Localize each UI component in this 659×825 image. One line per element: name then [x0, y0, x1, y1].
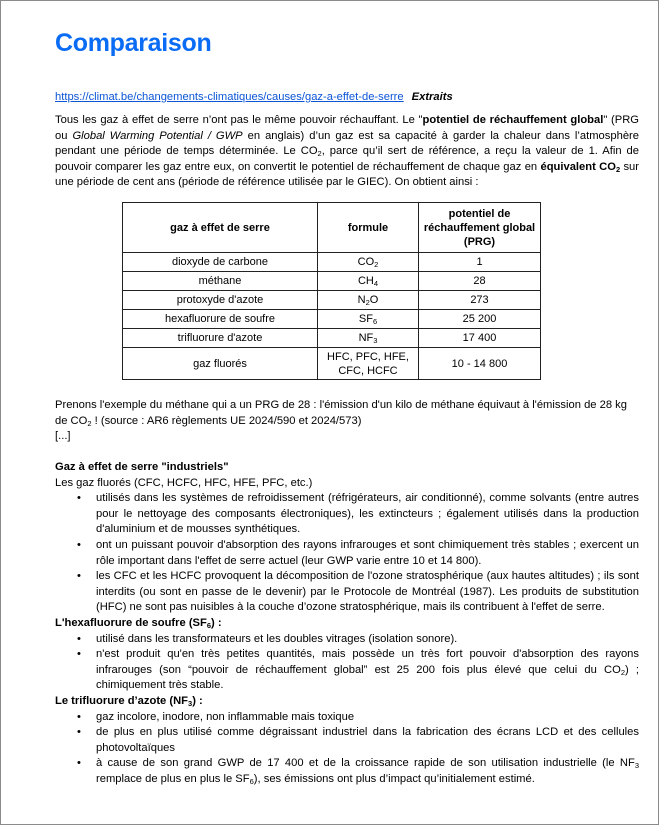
subscript: 6	[372, 317, 378, 326]
prg-cell: 1	[419, 253, 541, 272]
table-row	[123, 291, 541, 310]
bullet-icon: •	[77, 726, 81, 739]
intro-bold-term: potentiel de réchauffement global	[422, 114, 604, 126]
nf3-heading	[55, 694, 639, 710]
bullet-icon: •	[77, 538, 81, 551]
gas-cell: méthane	[123, 272, 318, 291]
formula-cell	[318, 329, 419, 348]
bullet-icon: •	[77, 492, 81, 505]
formula-text: N	[357, 294, 366, 306]
column-header: potentiel de réchauffement global (PRG)	[419, 203, 541, 253]
list-item-text: les CFC et les HCFC provoquent la décomposition de l'ozone stratosphérique (aux hautes altitudes) ; ils sont interdits (ou sont en passe de le devenir) par le Protocole de Montréal (1987). Les produits de substitution (HFC) ne sont pas nuisibles à la couche d’ozone stratosphérique, mais ils contribuent à l'effet de serre.	[96, 570, 639, 614]
subscript: 2	[317, 149, 322, 159]
prg-table	[122, 202, 541, 380]
prg-cell: 273	[419, 291, 541, 310]
sf6-list	[55, 632, 639, 694]
list-item	[55, 725, 639, 756]
ellipsis: [...]	[55, 430, 71, 443]
source-line	[55, 90, 453, 106]
gas-cell: gaz fluorés	[123, 348, 318, 380]
table-row	[123, 253, 541, 272]
bullet-icon: •	[77, 648, 81, 661]
heading-text: ) :	[211, 616, 222, 629]
heading-text: ) :	[192, 694, 203, 707]
list-item	[55, 632, 639, 648]
list-item	[55, 647, 639, 694]
list-item-text: remplace de plus en plus le SF	[96, 772, 250, 785]
intro-text: Tous les gaz à effet de serre n’ont pas le même pouvoir réchauffant. Le "	[55, 114, 423, 126]
formula-cell	[318, 291, 419, 310]
subscript: 2	[374, 260, 379, 269]
list-item-text: ont un puissant pouvoir d'absorption des rayons infrarouges et sont chimiquement très stables ; exercent un rôle important dans l'effet de serre actuel (leur GWP varie entre 10 et 14 800).	[96, 538, 639, 567]
list-item-text: de plus en plus utilisé comme dégraissant industriel dans la fabrication des écrans LCD et des cellules photovoltaïques	[96, 726, 639, 754]
page-title: Comparaison	[55, 29, 212, 57]
subscript: 2	[620, 667, 625, 677]
industrial-section	[55, 460, 639, 787]
list-item	[55, 491, 639, 538]
list-item-text: gaz incolore, inodore, non inflammable mais toxique	[96, 710, 355, 723]
subscript: 2	[87, 418, 92, 428]
column-header: formule	[318, 203, 419, 253]
subscript: 4	[373, 279, 379, 288]
gas-cell: trifluorure d'azote	[123, 329, 318, 348]
intro-text: " (PRG ou	[55, 114, 639, 142]
example-text	[55, 398, 639, 429]
example-text-a: Prenons l'exemple du méthane qui a un PRG de 28 : l'émission d'un kilo de méthane équivaut à l'émission de 28 kg de CO	[55, 399, 627, 427]
bullet-icon: •	[77, 710, 81, 723]
subscript: 2	[365, 298, 370, 307]
section-heading: Gaz à effet de serre "industriels"	[55, 461, 229, 473]
prg-cell: 28	[419, 272, 541, 291]
source-link[interactable]: https://climat.be/changements-climatiques/causes/gaz-a-effet-de-serre	[55, 91, 404, 103]
intro-text: en anglais) d’un gaz est sa capacité à garder la chaleur dans l’atmosphère pendant une période de temps déterminée. Le CO	[55, 129, 639, 158]
gas-cell: dioxyde de carbone	[123, 253, 318, 272]
heading-text: L'hexafluorure de soufre (SF	[55, 616, 207, 629]
list-item-text: ), ses émissions ont plus d’impact qu’initialement estimé.	[253, 772, 535, 785]
list-item	[55, 756, 639, 787]
formula-text: CO	[357, 256, 375, 268]
intro-bold-term	[540, 161, 620, 173]
intro-paragraph	[55, 113, 639, 191]
intro-text: , parce qu’il sert de référence, a reçu la valeur de 1. Afin de pouvoir comparer les gaz entre eux, on convertit le potentiel de réchauffement de chaque gaz en	[55, 145, 639, 173]
sf6-heading	[55, 616, 639, 632]
table-row	[123, 348, 541, 380]
formula-text: SF	[358, 313, 373, 325]
fluorinated-list	[55, 491, 639, 616]
table-row	[123, 272, 541, 291]
subscript: 3	[634, 761, 639, 771]
intro-italic-term: Global Warming Potential / GWP	[72, 129, 243, 142]
nf3-list	[55, 710, 639, 788]
fluorinated-heading: Les gaz fluorés (CFC, HCFC, HFC, HFE, PFC, etc.)	[55, 476, 313, 489]
table-row	[123, 310, 541, 329]
list-item-text: utilisés dans les systèmes de refroidissement (réfrigérateurs, air conditionné), comme solvants (entre autres pour le nettoyage des composants électroniques), les extincteurs ; également utilisés dans la production d'aluminium et de mousses synthétiques.	[96, 492, 639, 536]
list-item-text: ) ; chimiquement très stable.	[96, 663, 639, 692]
formula-cell	[318, 253, 419, 272]
subscript: 3	[373, 336, 378, 345]
formula-text: NF	[358, 332, 374, 344]
table-header-row	[123, 203, 541, 253]
formula-cell	[318, 272, 419, 291]
prg-cell: 10 - 14 800	[419, 348, 541, 380]
subscript: 6	[249, 776, 254, 786]
bullet-icon: •	[77, 570, 81, 583]
example-paragraph	[55, 398, 639, 445]
extraits-label: Extraits	[411, 91, 453, 103]
formula-text: CH	[357, 275, 374, 287]
list-item-text: n'est produit qu'en très petites quantités, mais possède un très fort pouvoir d'absorption des rayons infrarouges (son “pouvoir de réchauffement global” est 25 200 fois plus élevé que celui du CO	[96, 648, 639, 676]
list-item-text: utilisé dans les transformateurs et les doubles vitrages (isolation sonore).	[96, 632, 458, 645]
column-header: gaz à effet de serre	[123, 203, 318, 253]
example-text-b: ! (source : AR6 règlements UE 2024/590 et 2024/573)	[91, 414, 362, 427]
subscript: 6	[206, 620, 212, 630]
heading-text: Le trifluorure d’azote (NF	[55, 694, 189, 707]
prg-cell: 25 200	[419, 310, 541, 329]
subscript: 2	[615, 164, 621, 174]
table-row	[123, 329, 541, 348]
gas-cell: protoxyde d'azote	[123, 291, 318, 310]
formula-cell	[318, 310, 419, 329]
intro-text: sur une période de cent ans (période de référence utilisée par le GIEC). On obtient ainsi :	[55, 160, 639, 189]
formula-cell: HFC, PFC, HFE, CFC, HCFC	[318, 348, 419, 380]
list-item	[55, 710, 639, 726]
gas-cell: hexafluorure de soufre	[123, 310, 318, 329]
bullet-icon: •	[77, 632, 81, 645]
bullet-icon: •	[77, 757, 81, 770]
formula-text: O	[369, 294, 379, 306]
list-item	[55, 569, 639, 616]
list-item-text: à cause de son grand GWP de 17 400 et de la croissance rapide de son utilisation industrielle (le NF	[96, 757, 635, 770]
prg-cell: 17 400	[419, 329, 541, 348]
list-item	[55, 538, 639, 569]
subscript: 3	[188, 698, 193, 708]
intro-bold-text: équivalent CO	[540, 160, 616, 173]
